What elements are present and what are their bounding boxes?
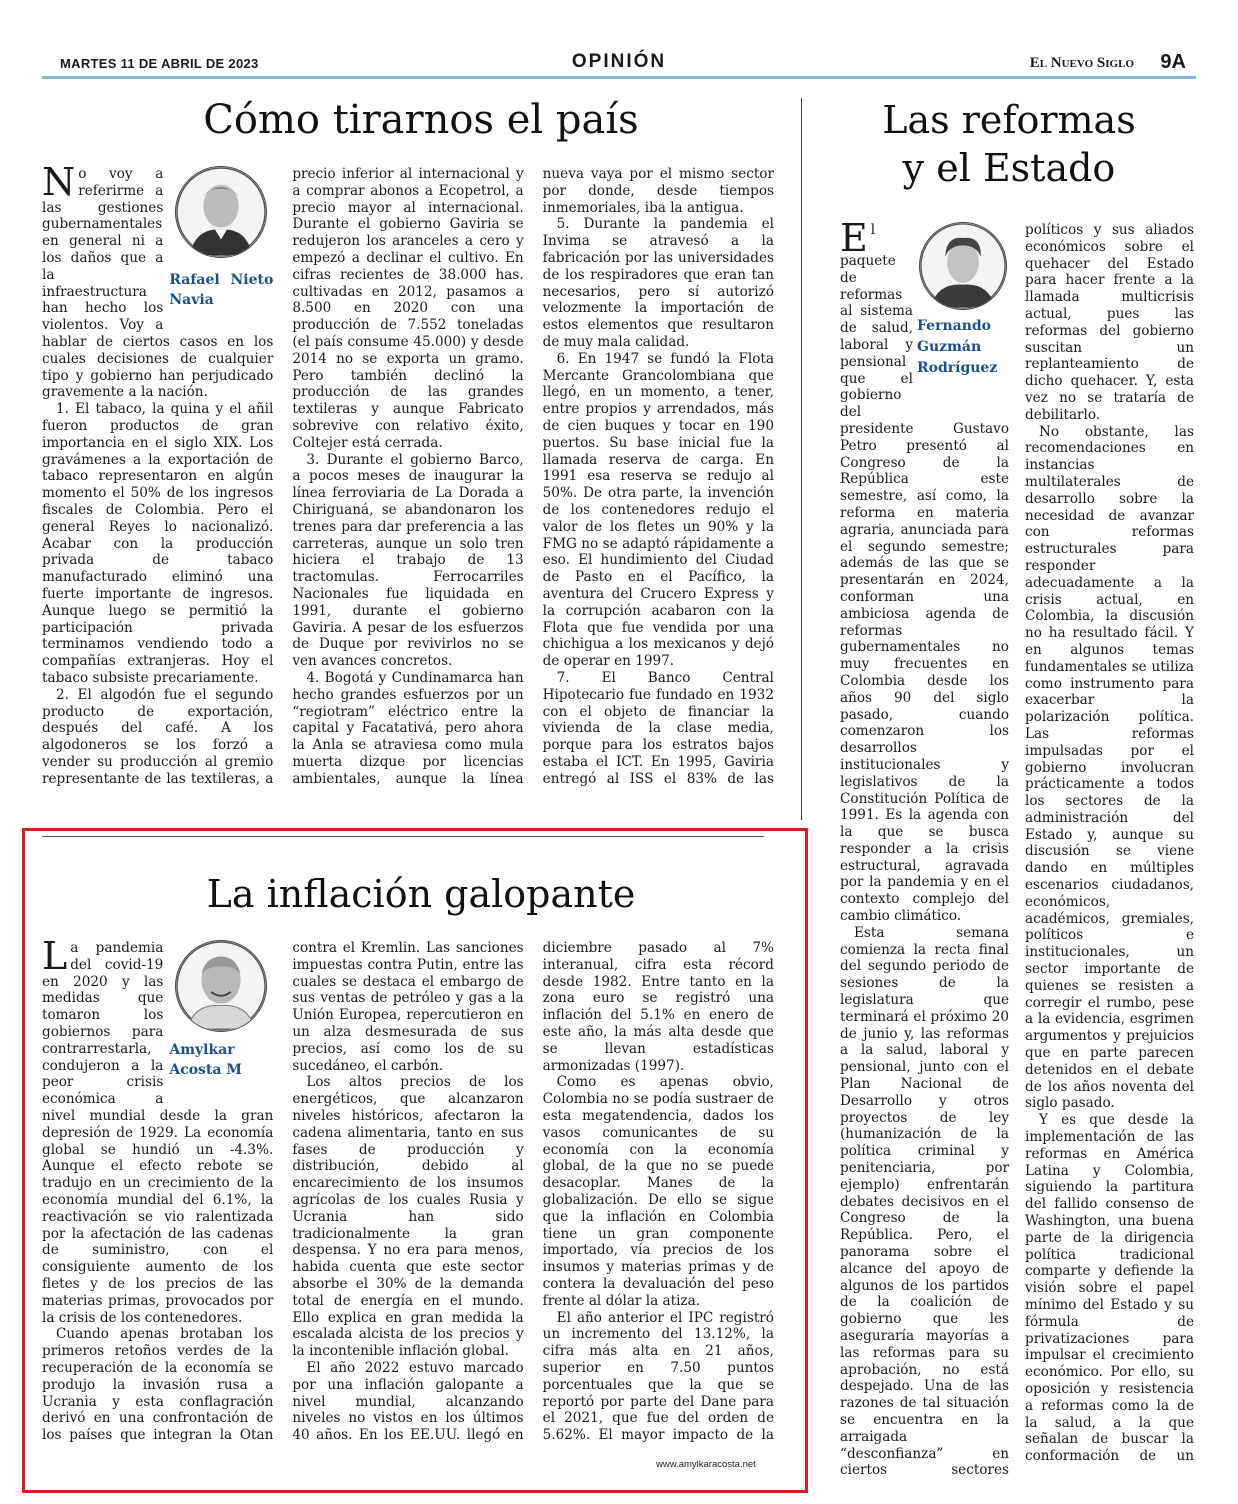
author-block-2	[917, 222, 1009, 402]
author-name-3: Amylkar Acosta M	[169, 1042, 242, 1078]
paragraph-text: l paquete de reformas al sistema de salud, laboral y pensional que el gobierno del presidente Gustavo Petro presentó al Congreso de la República este semestre, así como, la reforma en materia agraria, anunciada para el segundo semestre; además de las que se presentarán en 2024, conforman una ambiciosa agenda de reformas gubernamentales no muy frecuentes en Colombia desde los años 90 del siglo pasado, cuando comenzaron los desarrollos institucionales y legislativos de la Constitución Política de 1991. Es la agenda con la que se busca responder a la crisis estructural, agravada por la pandemia y en el contexto complejo del cambio climático.	[840, 222, 1009, 925]
author-name-1: Rafael Nieto Navia	[169, 272, 274, 308]
paragraph: No obstante, las recomendaciones en instancias multilaterales de desarrollo sobre la necesidad de avanzar con reformas estructurales para responder adecuadamente a la crisis actual, en Colombia, la discusión no ha resultado fácil. Y en algunos temas fundamentales se utiliza como instrumento para exacerbar la polarización política. Las reformas impulsadas por el gobierno involucran prácticamente a todos los sectores de la administración del Estado y, aunque su discusión se viene dando en múltiples escenarios ciudadanos, económicos, académicos, gremiales, políticos e institucionales, un sector importante de quienes se resisten a corregir el rumbo, pese a la evidencia, esgrimen argumentos y prejuicios que en parte parecen detenidos en el debate de los años noventa del siglo pasado.	[1025, 423, 1194, 1112]
article-body-3	[42, 940, 774, 1454]
paragraph: Y es que desde la implementación de las reformas en América Latina y Colombia, siguiendo la partitura del fallido consenso de Washington, una buena parte de la dirigencia política tradicional comparte y defiende la visión sobre el papel mínimo del Estado y su fórmula de privatizaciones para impulsar el crecimiento económico. Por ello, su oposición y resistencia a reformas como la de la salud, a la que señalan de buscar la conformación de un	[1025, 1112, 1194, 1465]
paragraph: 2. El algodón fue el segundo producto de exportación, después del café. A los algodoneros se los forzó a vender su producción al gremio representante de las textileras, a precio inferior al internacional y a comprar abonos a Ecopetrol, a precio mayor al internacional. Durante el gobierno Gaviria se redujeron los aranceles a cero y empezó a declinar el cultivo. En cifras recientes de 38.000 has. cultivadas en 2012, pasamos a 8.500 en 2020 con una producción de 7.552 toneladas (el país consume 45.000) y desde 2014 no se exporta un gramo. Pero también declinó la producción de las grandes textileras y aunque Fabricato sobrevive con relativo éxito, Coltejer está cerrada.	[42, 166, 524, 787]
author-portrait	[175, 940, 267, 1032]
paragraph: 5. Durante la pandemia el Invima se atravesó a la fabricación por las universidades de los respiradores que eran tan necesarios, pero sí autorizó velozmente la importación de estos elementos que resultaron de muy mala calidad.	[542, 216, 774, 350]
newspaper-logo: El Nuevo Siglo	[1029, 55, 1134, 71]
dropcap: N	[42, 166, 76, 204]
paragraph: Los altos precios de los energéticos, que alcanzaron niveles históricos, afectaron la cadena alimentaria, tanto en sus fases de producción y distribución, debido al encarecimiento de los insumos agrícolas de los cuales Rusia y Ucrania han sido tradicionalmente la gran despensa. Y no era para menos, habida cuenta que este sector absorbe el 30% de la demanda total de energía en el mundo. Ello explica en gran medida la escalada alcista de los precios y la incontenible inflación global.	[292, 1074, 524, 1360]
paragraph: Como es apenas obvio, Colombia no se podía sustraer de esta megatendencia, dados los vasos comunicantes de su economía con la economía global, de la que no se puede desacoplar. Manes de la globalización. De ello se sigue que la inflación en Colombia tiene un gran componente importado, vía precios de los insumos y materias primas y de contera la devaluación del peso frente al dólar la atiza.	[542, 1074, 774, 1309]
paragraph: 1. El tabaco, la quina y el añil fueron productos de gran importancia en el siglo XIX. Los gravámenes a la exportación de tabaco representaron en algún momento el 50% de los ingresos fiscales de Colombia. Pero el general Reyes lo nacionalizó. Acabar con la producción privada de tabaco manufacturado eliminó una fuerte importante de ingresos. Aunque luego se permitió la participación privada terminamos vendiendo todo a compañías extranjeras. Hoy el tabaco subsiste precariamente.	[42, 401, 274, 686]
article-body-1	[42, 166, 774, 802]
article-body-2	[840, 222, 1194, 1488]
author-block-1	[169, 166, 273, 326]
column-divider	[801, 98, 802, 820]
author-portrait	[919, 222, 1007, 310]
page-header	[42, 48, 1196, 78]
paragraph: El año 2022 estuvo marcado por una inflación galopante a nivel mundial, alcanzando niveles no vistos en los últimos 40 años. En los EE.UU. llegó en diciembre pasado al 7% interanual, cifra esta récord desde 1982. Entre tanto en la zona euro se registró una inflación del 5.1% en enero de este año, la más alta desde que se llevan estadísticas armonizadas (1997).	[292, 940, 774, 1444]
author-name-2: Fernando Guzmán Rodríguez	[917, 318, 998, 376]
section-title: OPINIÓN	[571, 51, 667, 72]
paragraph-text: o voy a referirme a las gestiones gubernamentales en general ni a los daños que a la infraestructura han hecho los violentos. Voy a hablar de ciertos casos en los cuales decisiones de cualquier tipo y gobierno han perjudicado gravemente a la nación.	[42, 166, 274, 401]
article-title-2-text: Las reformas y el Estado	[882, 98, 1136, 190]
paragraph: El año anterior el IPC registró un incremento del 13.12%, la cifra más alta en 21 años, superior en 7.50 puntos porcentuales que la que se reportó por parte del Dane para el 2021, que fue del orden de 5.62%. El mayor impacto de la	[542, 1309, 774, 1444]
paragraph: 6. En 1947 se fundó la Flota Mercante Grancolombiana que llegó, en un momento, a tener, entre propios y arrendados, más de cien buques y tocar en 190 puertos. Su base inicial fue la llamada reserva de carga. En 1991 esa reserva se redujo al 50%. De otra parte, la invención de los contenedores redujo el valor de los fletes un 90% y la FMG no se adaptó rápidamente a eso. El hundimiento del Ciudad de Pasto en el Pacífico, la aventura del Crucero Express y la corrupción acabaron con la Flota que fue vendida por una chichigua a los mexicanos y dejó de operar en 1997.	[542, 350, 774, 670]
issue-date: MARTES 11 DE ABRIL DE 2023	[60, 56, 259, 71]
paragraph: 4. Bogotá y Cundinamarca han hecho grandes esfuerzos por un “regiotram” eléctrico entre la capital y Facatativá, pero ahora la Anla se atraviesa como mula muerta dizque por licencias ambientales, aunque la línea nueva vaya por el mismo sector por donde, desde tiempos inmemoriales, iba la antigua.	[292, 166, 774, 787]
header-rule	[42, 76, 1196, 79]
dropcap: L	[42, 940, 68, 978]
author-website-link[interactable]: www.amylkaracosta.net	[656, 1459, 756, 1470]
paragraph: 3. Durante el gobierno Barco, a pocos meses de inaugurar la línea ferroviaria de La Dorada a Chiriguaná, se abandonaron los trenes para dar preferencia a las carreteras, aunque un solo tren hiciera el trabajo de 13 tractomulas. Ferrocarriles Nacionales fue liquidada en 1991, durante el gobierno Gaviria. A pesar de los esfuerzos de Duque por revivirlos no se ven avances concretos.	[292, 451, 524, 670]
paragraph: 7. El Banco Central Hipotecario fue fundado en 1932 con el objeto de financiar la vivienda de la clase media, porque para los estratos bajos estaba el ICT. En 1995, Gaviria entregó al ISS el 83% de las	[542, 669, 774, 787]
page-number: 9A	[1160, 51, 1186, 73]
paragraph: Cuando apenas brotaban los primeros retoños verdes de la recuperación de la economía se produjo la invasión rusa a Ucrania y esta conflagración derivó en una confrontación de los países que integran la Otan contra el Kremlin. Las sanciones impuestas contra Putin, entre las cuales se destaca el embargo de sus ventas de petróleo y gas a la Unión Europea, repercutieron en un alza desmesurada de sus precios, así como los de su sucedáneo, el carbón.	[42, 940, 524, 1444]
article-title-1: Cómo tirarnos el país	[203, 97, 639, 143]
paragraph-text: a pandemia del covid-19 en 2020 y las medidas que tomaron los gobiernos para contrarrestarla, condujeron a la peor crisis económica a nivel mundial desde la gran depresión de 1929. La economía global se hundió un -4.3%. Aunque el efecto rebote se tradujo en un crecimiento de la economía mundial del 6.1%, la reactivación se vio ralentizada por la afectación de las cadenas de suministro, con el consiguiente aumento de los fletes y de los precios de las materias primas, provocados por la crisis de los contenedores.	[42, 940, 274, 1326]
paragraph: Esta semana comienza la recta final del segundo periodo de sesiones de la legislatura que terminará el próximo 20 de junio y, las reformas a la salud, laboral y pensional, junto con el Plan Nacional de Desarrollo y otros proyectos de ley (humanización de la política criminal y penitenciaria, por ejemplo) enfrentarán debates decisivos en el Congreso de la República. Pero, el panorama sobre el alcance del apoyo de algunos de los partidos de la coalición de gobierno que les aseguraría mayorías a las reformas para su aprobación, no está despejado. Una de las razones de tal situación se encuentra en la arraigada “desconfianza” en ciertos sectores políticos y sus aliados económicos sobre el quehacer del Estado para hacer frente a la llamada multicrisis actual, pues las reformas del gobierno suscitan un replanteamiento de dicho quehacer. Y, esta vez no se trataría de debilitarlo.	[840, 222, 1194, 1479]
author-portrait	[175, 166, 267, 258]
dropcap: E	[840, 222, 868, 260]
article-title-3: La inflación galopante	[206, 872, 636, 916]
author-block-3	[169, 940, 273, 1100]
article-title-2	[820, 96, 1198, 192]
